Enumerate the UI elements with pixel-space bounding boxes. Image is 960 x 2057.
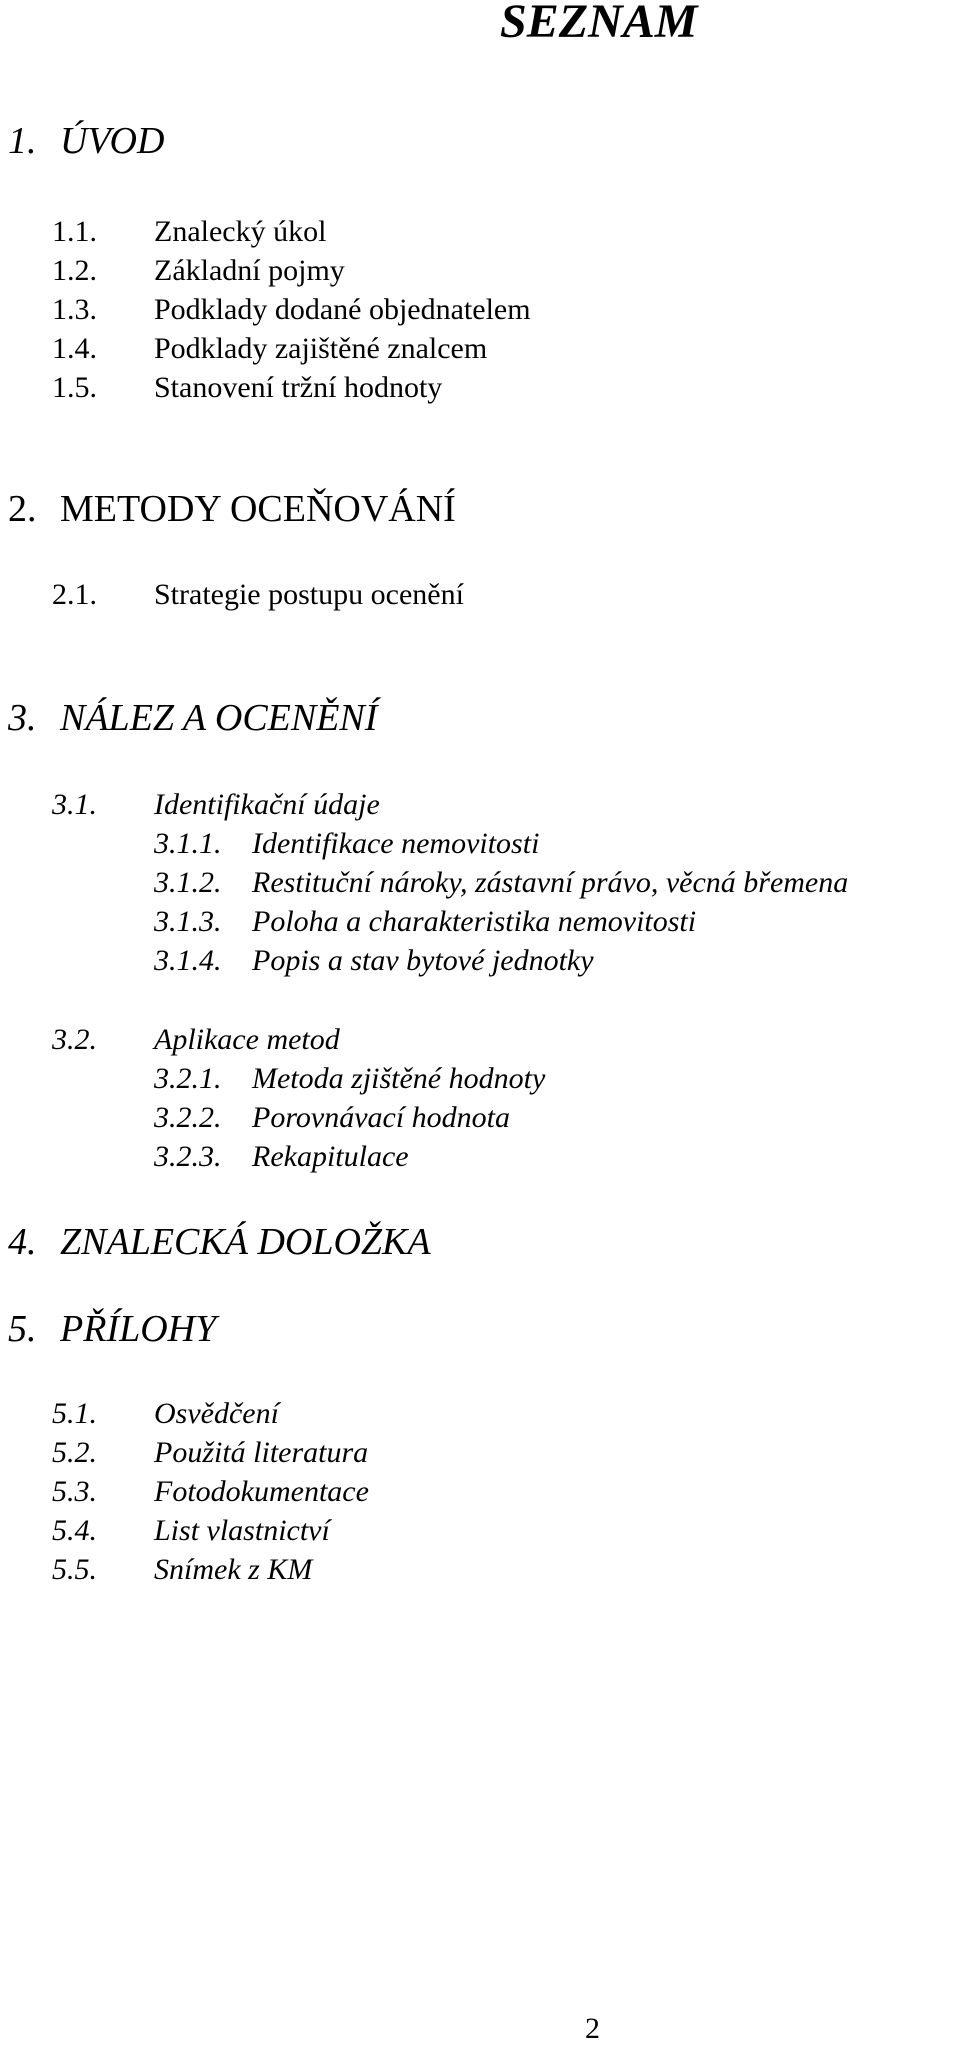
page-number: 2 <box>585 2012 600 2045</box>
toc-entry-label: Identifikační údaje <box>154 788 380 821</box>
toc-entry-label: List vlastnictví <box>154 1514 330 1547</box>
section-number: 2. <box>8 488 37 530</box>
toc-entry-label: Metoda zjištěné hodnoty <box>252 1062 546 1095</box>
section-title: PŘÍLOHY <box>60 1308 217 1350</box>
toc-entry-number: 5.1. <box>52 1397 97 1430</box>
section-number: 3. <box>8 697 37 739</box>
toc-entry-label: Znalecký úkol <box>154 215 327 248</box>
toc-entry-number: 3.1.4. <box>154 944 222 977</box>
section-title: NÁLEZ A OCENĚNÍ <box>60 697 378 739</box>
toc-entry-label: Poloha a charakteristika nemovitosti <box>252 905 697 938</box>
toc-entry-number: 1.3. <box>52 293 97 326</box>
section-title: ZNALECKÁ DOLOŽKA <box>60 1221 431 1263</box>
toc-entry-number: 5.3. <box>52 1475 97 1508</box>
toc-entry-number: 5.2. <box>52 1436 97 1469</box>
toc-entry-label: Stanovení tržní hodnoty <box>154 371 443 404</box>
toc-entry-number: 3.2. <box>52 1023 97 1056</box>
toc-entry-number: 5.4. <box>52 1514 97 1547</box>
toc-entry-number: 3.1.1. <box>154 827 222 860</box>
toc-entry-number: 3.2.3. <box>154 1140 222 1173</box>
toc-entry-label: Restituční nároky, zástavní právo, věcná břemena <box>252 866 849 899</box>
section-title: METODY OCEŇOVÁNÍ <box>60 488 456 530</box>
toc-entry-label: Rekapitulace <box>252 1140 409 1173</box>
toc-entry-number: 3.2.2. <box>154 1101 222 1134</box>
toc-entry-number: 3.1.2. <box>154 866 222 899</box>
toc-entry-label: Podklady zajištěné znalcem <box>154 332 488 365</box>
toc-entry-label: Identifikace nemovitosti <box>252 827 540 860</box>
toc-entry-label: Popis a stav bytové jednotky <box>252 944 594 977</box>
toc-entry-label: Podklady dodané objednatelem <box>154 293 531 326</box>
toc-entry-label: Aplikace metod <box>154 1023 340 1056</box>
section-number: 1. <box>8 120 37 162</box>
toc-entry-number: 3.1. <box>52 788 97 821</box>
toc-entry-number: 1.4. <box>52 332 97 365</box>
toc-entry-label: Použitá literatura <box>154 1436 369 1469</box>
toc-entry-label: Strategie postupu ocenění <box>154 578 464 611</box>
section-title: ÚVOD <box>60 120 165 162</box>
toc-entry-label: Snímek z KM <box>154 1553 313 1586</box>
toc-entry-label: Osvědčení <box>154 1397 279 1430</box>
toc-entry-number: 3.2.1. <box>154 1062 222 1095</box>
toc-entry-number: 3.1.3. <box>154 905 222 938</box>
section-number: 5. <box>8 1308 37 1350</box>
toc-entry-number: 1.1. <box>52 215 97 248</box>
toc-entry-label: Fotodokumentace <box>154 1475 369 1508</box>
toc-entry-label: Porovnávací hodnota <box>252 1101 511 1134</box>
toc-entry-number: 5.5. <box>52 1553 97 1586</box>
toc-entry-number: 1.2. <box>52 254 97 287</box>
toc-entry-number: 1.5. <box>52 371 97 404</box>
toc-entry-label: Základní pojmy <box>154 254 345 287</box>
section-number: 4. <box>8 1221 37 1263</box>
toc-entry-number: 2.1. <box>52 578 97 611</box>
page-title: SEZNAM <box>500 0 698 48</box>
